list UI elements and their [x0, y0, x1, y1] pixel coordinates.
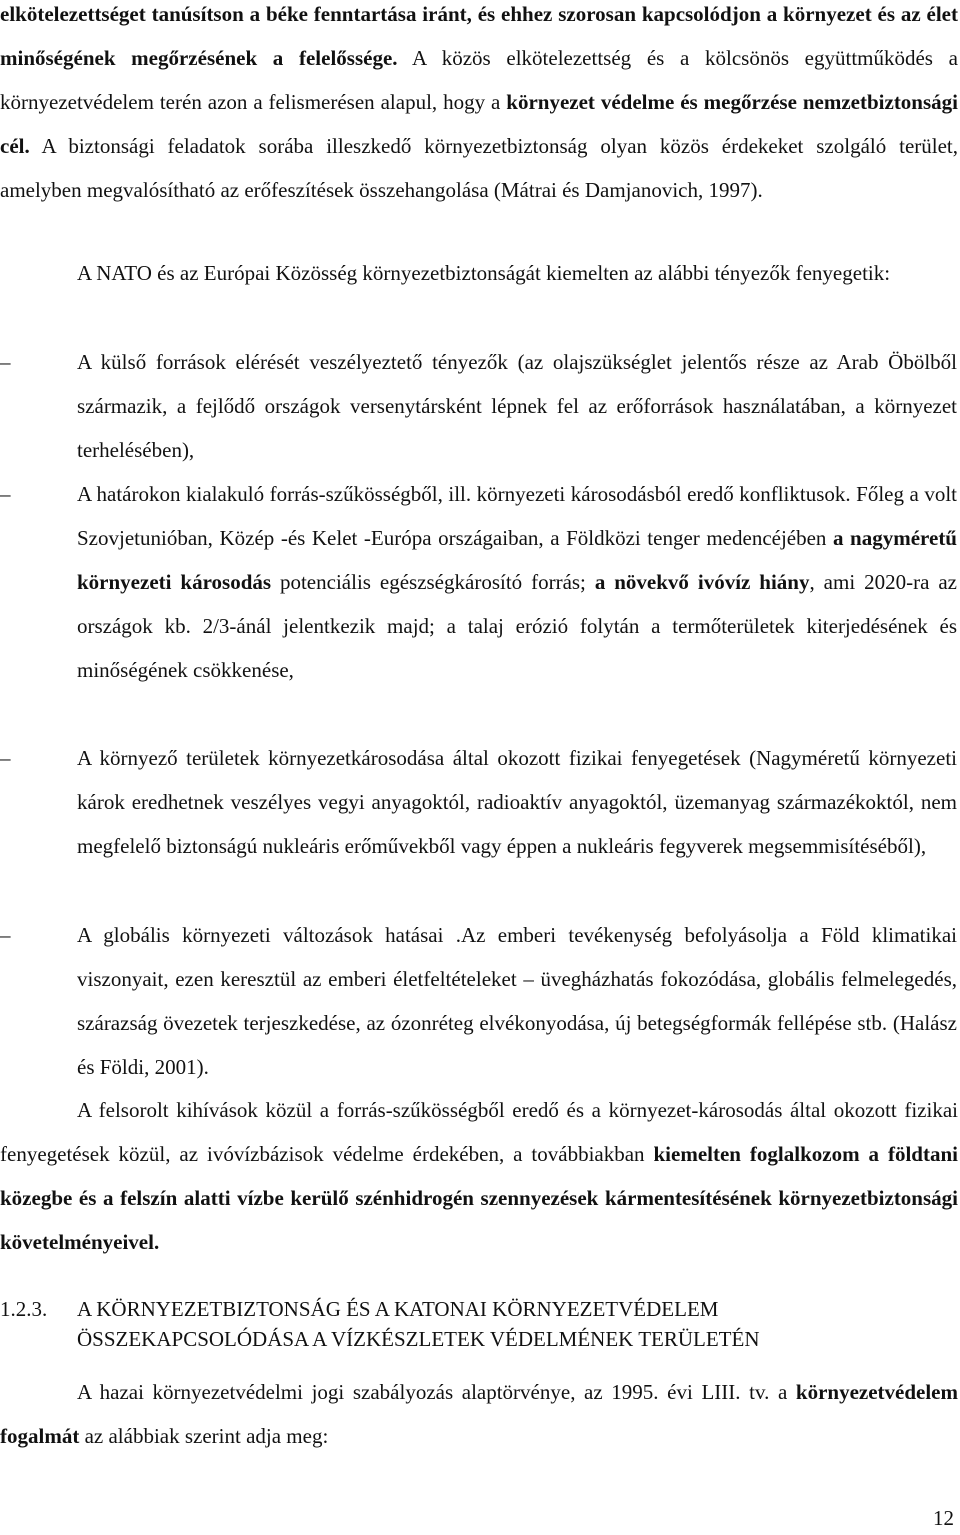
paragraph-focus — [0, 1088, 958, 1264]
paragraph-legal — [0, 1370, 958, 1458]
section-title-line: ÖSSZEKAPCSOLÓDÁSA A VÍZKÉSZLETEK VÉDELMÉNEK TERÜLETÉN — [77, 1327, 760, 1351]
list-item — [0, 913, 958, 1089]
bold-text: elkötelezettséget tanúsítson a béke fenntartása iránt, és ehhez szorosan kapcsolódjon a környezet és az élet minőségének megőrzésének a felelőssége. — [0, 2, 958, 70]
dash-bullet: – — [0, 746, 11, 770]
list-item-text: A környező területek környezetkárosodása által okozott fizikai fenyegetések (Nagyméretű környezeti károk eredhetnek veszélyes vegyi anyagoktól, radioaktív anyagoktól, üzemanyag származékoktól, nem megfelelő biztonságú nukleáris erőművekből vagy éppen a nukleáris fegyverek megsemmisítéséből), — [77, 746, 957, 858]
text: A biztonsági feladatok sorába illeszkedő környezetbiztonság olyan közös érdekeket szolgáló terület, amelyben megvalósítható az erőfeszítések összehangolása (Mátrai és Damjanovich, 1997). — [0, 134, 958, 202]
paragraph-intro — [0, 0, 958, 212]
list-item-text: A külső források elérését veszélyeztető tényezők (az olajszükséglet jelentős része az Arab Öbölből származik, a fejlődő országok versenytársként lépnek fel az erőforrások használatában, a környezet terhelésében), — [77, 350, 957, 462]
text: A hazai környezetvédelmi jogi szabályozás alaptörvénye, az 1995. évi LIII. tv. a — [77, 1380, 796, 1404]
list-item-text — [77, 472, 957, 692]
text: az alábbiak szerint adja meg: — [79, 1424, 329, 1448]
section-heading — [0, 1294, 958, 1354]
bold-text: környezet védelme és megőrzése nemzetbiztonsági cél. — [0, 90, 958, 158]
text: potenciális egészségkárosító forrás; — [271, 570, 595, 594]
text: A közös elkötelezettség és a kölcsönös együttműködés a környezetvédelem terén azon a felismerésen alapul, hogy a — [0, 46, 958, 114]
dash-bullet: – — [0, 482, 11, 506]
dash-bullet: – — [0, 923, 11, 947]
dash-bullet: – — [0, 350, 11, 374]
list-item-text: A globális környezeti változások hatásai .Az emberi tevékenység befolyásolja a Föld klimatikai viszonyait, ezen keresztül az emberi életfeltételeket – üvegházhatás fokozódása, globális felmelegedés, szárazság övezetek terjeszkedése, az ózonréteg elvékonyodása, új betegségformák fellépése stb. (Halász és Földi, 2001). — [77, 923, 957, 1079]
text: , ami 2020-ra az országok kb. 2/3-ánál jelentkezik majd; a talaj erózió folytán a termőterületek kiterjedésének és minőségének csökkenése, — [77, 570, 957, 682]
paragraph-threats-intro: A NATO és az Európai Közösség környezetbiztonságát kiemelten az alábbi tényezők fenyegetik: — [77, 261, 891, 285]
section-title-line: A KÖRNYEZETBIZTONSÁG ÉS A KATONAI KÖRNYEZETVÉDELEM — [77, 1297, 719, 1321]
list-item — [0, 340, 958, 472]
bold-text: a növekvő ivóvíz hiány — [594, 570, 810, 594]
bold-text: a nagyméretű környezeti károsodás — [77, 526, 957, 594]
list-item — [0, 472, 958, 736]
text: A felsorolt kihívások közül a forrás-szűkösségből eredő és a környezet-károsodás által okozott fizikai fenyegetések közül, az ivóvízbázisok védelme érdekében, a továbbiakban — [0, 1098, 958, 1166]
bold-text: környezetvédelem fogalmát — [0, 1380, 958, 1448]
page-number: 12 — [933, 1506, 954, 1530]
list-item — [0, 736, 958, 912]
text: A határokon kialakuló forrás-szűkösségből, ill. környezeti károsodásból eredő konfliktusok. Főleg a volt Szovjetunióban, Közép -és Kelet -Európa országaiban, a Földközi tenger medencéjében — [77, 482, 957, 550]
section-number: 1.2.3. — [0, 1297, 48, 1321]
bold-text: kiemelten foglalkozom a földtani közegbe és a felszín alatti vízbe kerülő szénhidrogén szennyezések kármentesítésének környezetbiztonsági követelményeivel. — [0, 1142, 958, 1254]
